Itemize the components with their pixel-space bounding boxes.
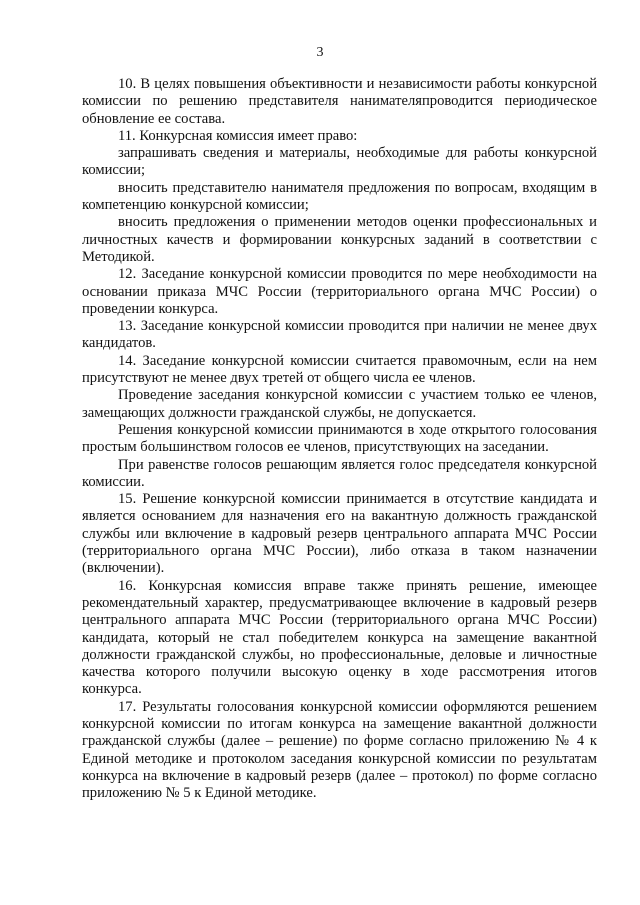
paragraph-11-item-3: вносить предложения о применении методов оценки профессиональных и личностных качеств и формировании конкурсных заданий в соответствии с Методикой. [82, 214, 597, 265]
paragraph-10: 10. В целях повышения объективности и независимости работы конкурсной комиссии по решению представителя нанимателяпроводится периодическое обновление ее состава. [82, 76, 597, 127]
paragraph-14: 14. Заседание конкурсной комиссии считается правомочным, если на нем присутствуют не менее двух третей от общего числа ее членов. [82, 352, 597, 387]
paragraph-14-part-3: Решения конкурсной комиссии принимаются в ходе открытого голосования простым большинством голосов ее членов, присутствующих на заседании. [82, 421, 597, 456]
paragraph-14-part-2: Проведение заседания конкурсной комиссии с участием только ее членов, замещающих должности гражданской службы, не допускается. [82, 387, 597, 421]
paragraph-13: 13. Заседание конкурсной комиссии проводится при наличии не менее двух кандидатов. [82, 318, 597, 352]
paragraph-16: 16. Конкурсная комиссия вправе также принять решение, имеющее рекомендательный характер, предусматривающее включение в кадровый резерв центрального аппарата МЧС России (территориального органа МЧС России) кандидата, который не стал победителем конкурса на замещение вакантной должности гражданской службы, но профессиональные, деловые и личностные качества которого получили высокую оценку в ходе рассмотрения итогов конкурса. [82, 577, 597, 698]
paragraph-12: 12. Заседание конкурсной комиссии проводится по мере необходимости на основании приказа МЧС России (территориального органа МЧС России) о проведении конкурса. [82, 266, 597, 317]
page-number: 3 [316, 45, 324, 60]
paragraph-11-item-2: вносить представителю нанимателя предложения по вопросам, входящим в компетенцию конкурсной комиссии; [82, 179, 597, 214]
paragraph-11-item-1: запрашивать сведения и материалы, необходимые для работы конкурсной комиссии; [82, 145, 597, 179]
paragraph-14-part-4: При равенстве голосов решающим является голос председателя конкурсной комиссии. [82, 456, 597, 490]
document-body [82, 76, 597, 802]
paragraph-17: 17. Результаты голосования конкурсной комиссии оформляются решением конкурсной комиссии по итогам конкурса на замещение вакантной должности гражданской службы (далее – решение) по форме согласно приложению № 4 к Единой методике и протоколом заседания конкурсной комиссии по результатам конкурса на включение в кадровый резерв (далее – протокол) по форме согласно приложению № 5 к Единой методике. [82, 698, 597, 802]
paragraph-11: 11. Конкурсная комиссия имеет право: [118, 127, 358, 144]
paragraph-15: 15. Решение конкурсной комиссии принимается в отсутствие кандидата и является основанием для назначения его на вакантную должность гражданской службы или включение в кадровый резерв центрального аппарата МЧС России (территориального органа МЧС России), либо отказа в таком назначении (включении). [82, 491, 597, 577]
